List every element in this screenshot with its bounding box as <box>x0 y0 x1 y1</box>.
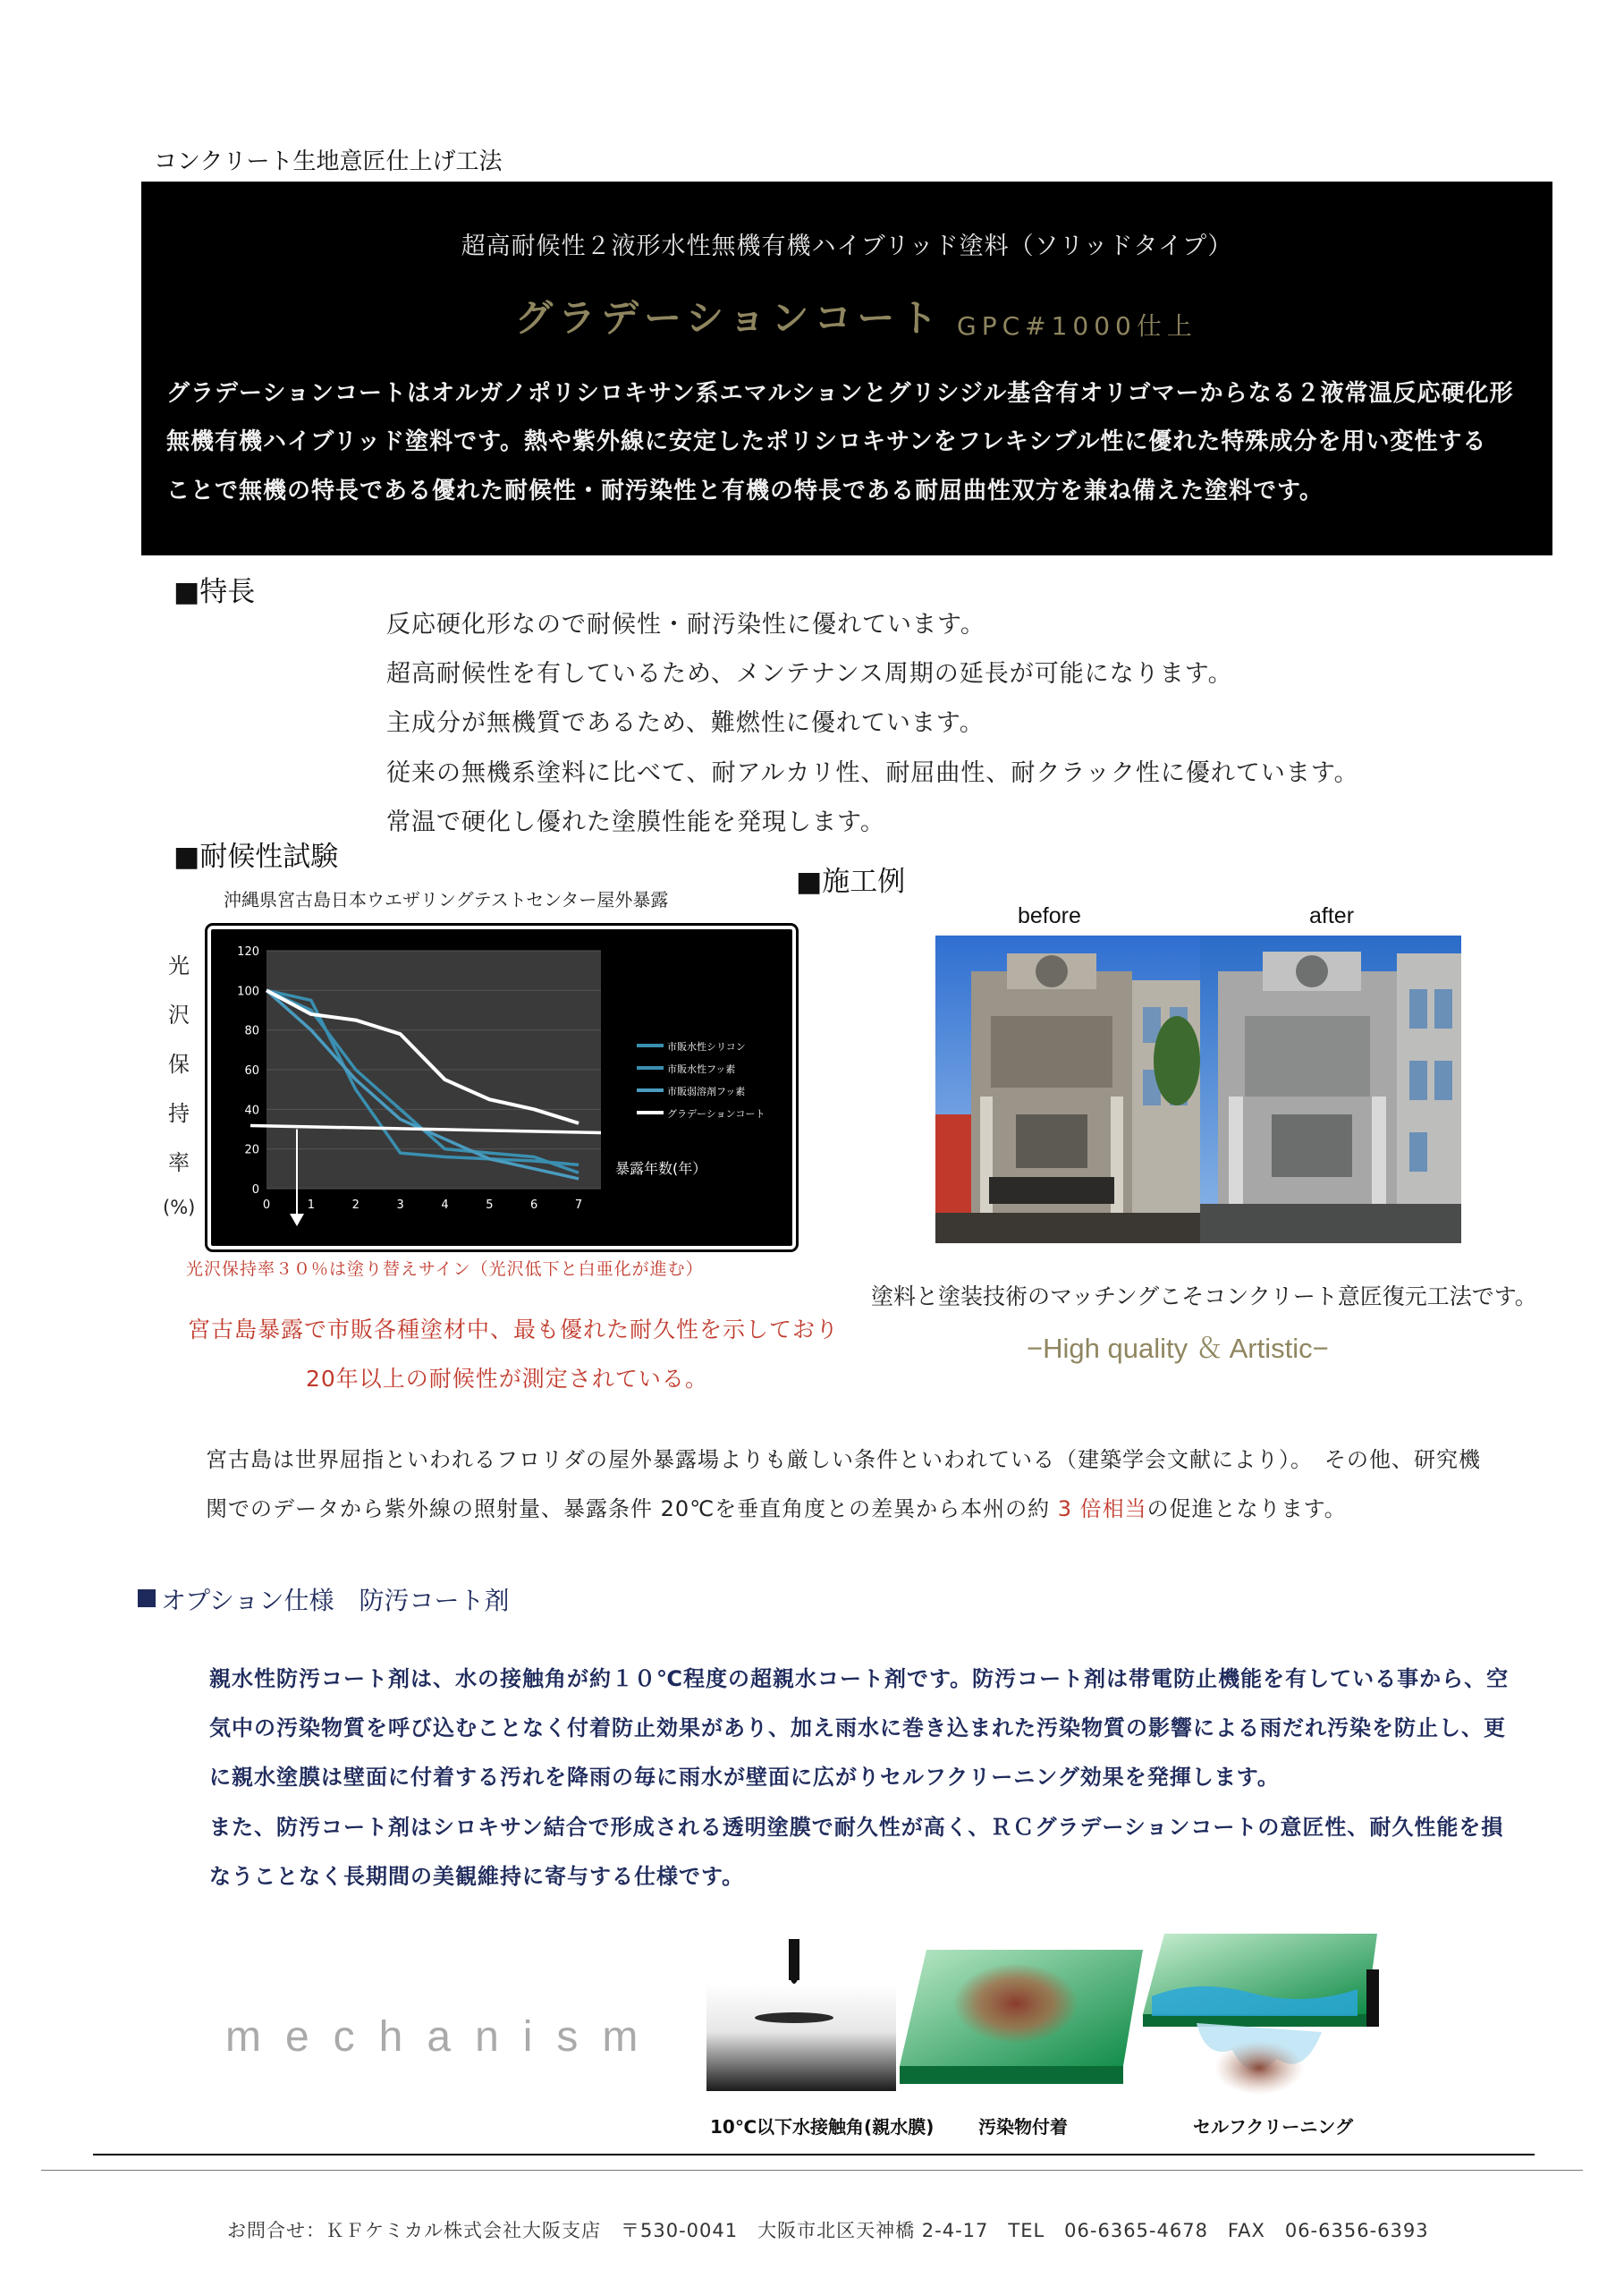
durability-note-1: 宮古島暴露で市販各種塗材中、最も優れた耐久性を示しており <box>188 1317 840 1342</box>
after-label: after <box>1309 903 1355 928</box>
option-line: に親水塗膜は壁面に付着する汚れを降雨の毎に雨水が壁面に広がりセルフクリーニング効果を発揮します。 <box>209 1765 1280 1790</box>
y-axis-label-char: 沢 <box>168 1003 190 1028</box>
mechanism-caption: 10℃以下水接触角(親水膜) <box>710 2116 935 2138</box>
y-axis-label-char: 光 <box>168 953 190 978</box>
option-line: なうことなく長期間の美観維持に寄与する仕様です。 <box>209 1864 745 1889</box>
y-axis-label-char: 保 <box>168 1052 190 1077</box>
examples-motto: −High quality ＆ Artistic− <box>1027 1333 1329 1364</box>
y-tick-label: 0 <box>251 1183 259 1197</box>
x-tick-label: 7 <box>574 1198 583 1212</box>
square-bullet-icon <box>138 1589 156 1607</box>
x-tick-label: 1 <box>307 1198 316 1212</box>
x-tick-label: 4 <box>441 1198 449 1212</box>
chart-canvas <box>211 929 792 1246</box>
mechanism-caption: セルフクリーニング <box>1193 2116 1353 2138</box>
y-tick-label: 40 <box>244 1104 259 1118</box>
product-name: グラデーションコート <box>515 296 943 340</box>
option-heading <box>138 1581 509 1617</box>
product-subtitle: 超高耐候性２液形水性無機有機ハイブリッド塗料（ソリッドタイプ） <box>461 233 1233 260</box>
threshold-arrow-head <box>290 1214 304 1226</box>
feature-item: 常温で硬化し優れた塗膜性能を発現します。 <box>386 809 885 836</box>
y-tick-label: 20 <box>244 1143 259 1157</box>
durability-note-2: 20年以上の耐候性が測定されている。 <box>306 1366 708 1392</box>
feature-item: 主成分が無機質であるため、難燃性に優れています。 <box>386 709 985 737</box>
repaint-warning: 光沢保持率３０％は塗り替えサイン（光沢低下と白亜化が進む） <box>186 1259 704 1279</box>
x-tick-label: 2 <box>351 1198 359 1212</box>
feature-item: 反応硬化形なので耐候性・耐汚染性に優れています。 <box>386 611 985 639</box>
miyako-paragraph-line-1: 宮古島は世界屈指といわれるフロリダの屋外暴露場よりも厳しい条件といわれている（建築学会文献により）。 その他、研究機 <box>206 1447 1481 1472</box>
mechanism-caption: 汚染物付着 <box>978 2116 1068 2138</box>
x-tick-label: 5 <box>486 1198 494 1212</box>
examples-heading: ■施工例 <box>796 866 906 898</box>
examples-tagline: 塗料と塗装技術のマッチングこそコンクリート意匠復元工法です。 <box>871 1283 1537 1309</box>
y-tick-label: 120 <box>237 945 259 959</box>
miyako-paragraph-line-2 <box>206 1491 1347 1522</box>
y-axis-label-char: 持 <box>168 1101 190 1126</box>
legend-label: 市販弱溶剤フッ素 <box>667 1086 746 1097</box>
document-title: コンクリート生地意匠仕上げ工法 <box>154 148 503 175</box>
feature-item: 従来の無機系塗料に比べて、耐アルカリ性、耐屈曲性、耐クラック性に優れています。 <box>386 759 1359 787</box>
mechanism-word: mechanism <box>225 2013 663 2061</box>
option-heading-text: オプション仕様 防汚コート剤 <box>161 1586 510 1615</box>
x-tick-label: 3 <box>396 1198 404 1212</box>
option-line: 気中の汚染物質を呼び込むことなく付着防止効果があり、加え雨水に巻き込まれた汚染物質の影響による雨だれ汚染を防止し、更 <box>209 1715 1506 1740</box>
product-header-box <box>141 182 1552 555</box>
y-tick-label: 60 <box>244 1064 259 1078</box>
chart-caption: 沖縄県宮古島日本ウエザリングテストセンター屋外暴露 <box>224 889 669 910</box>
x-tick-label: 0 <box>262 1198 271 1212</box>
option-line: また、防汚コート剤はシロキサン結合で形成される透明塗膜で耐久性が高く、ＲＣグラデーションコートの意匠性、耐久性能を損 <box>209 1815 1504 1840</box>
y-axis-label-unit: (%) <box>163 1197 196 1218</box>
intro-line: 無機有機ハイブリッド塗料です。熱や紫外線に安定したポリシロキサンをフレキシブル性に優れた特殊成分を用い変性する <box>166 428 1487 455</box>
feature-item: 超高耐候性を有しているため、メンテナンス周期の延長が可能になります。 <box>386 660 1233 688</box>
features-heading: ■特長 <box>173 576 256 608</box>
product-code: GPC#1000仕上 <box>957 311 1197 341</box>
miyako-highlight: 3 倍相当 <box>1050 1496 1147 1521</box>
after-photo <box>1200 936 1461 1243</box>
before-photo <box>935 936 1200 1243</box>
y-axis-label-char: 率 <box>168 1150 190 1175</box>
x-tick-label: 6 <box>530 1198 538 1212</box>
contact-angle-illustration <box>706 1939 896 2091</box>
y-tick-label: 80 <box>244 1024 259 1038</box>
legend-label: 市販水性シリコン <box>667 1041 746 1053</box>
contamination-illustration <box>900 1950 1143 2095</box>
weather-test-heading: ■耐候性試験 <box>173 841 339 873</box>
intro-line: ことで無機の特長である優れた耐候性・耐汚染性と有機の特長である耐屈曲性双方を兼ね備えた塗料です。 <box>166 478 1324 504</box>
divider <box>41 2170 1583 2171</box>
miyako-text: の促進となります。 <box>1146 1496 1347 1521</box>
legend-label: グラデーションコート <box>667 1108 765 1120</box>
before-label: before <box>1018 903 1081 928</box>
self-cleaning-illustration <box>1143 1934 1386 2102</box>
legend-label: 市販水性フッ素 <box>667 1063 736 1075</box>
x-axis-label: 暴露年数(年） <box>615 1160 707 1177</box>
divider <box>93 2154 1535 2155</box>
option-line: 親水性防汚コート剤は、水の接触角が約１０℃程度の超親水コート剤です。防汚コート剤は帯電防止機能を有している事から、空 <box>209 1666 1510 1691</box>
miyako-text: 関でのデータから紫外線の照射量、暴露条件 20℃を垂直角度との差異から本州の約 <box>206 1496 1051 1521</box>
intro-line: グラデーションコートはオルガノポリシロキサン系エマルションとグリシジル基含有オリゴマーからなる２液常温反応硬化形 <box>166 380 1514 407</box>
footer-contact: お問合せ：ＫＦケミカル株式会社大阪支店 〒530-0041 大阪市北区天神橋 2-4-17 TEL 06-6365-4678 FAX 06-6356-6393 <box>227 2220 1429 2241</box>
y-tick-label: 100 <box>237 985 259 999</box>
gloss-retention-chart <box>207 926 796 1249</box>
